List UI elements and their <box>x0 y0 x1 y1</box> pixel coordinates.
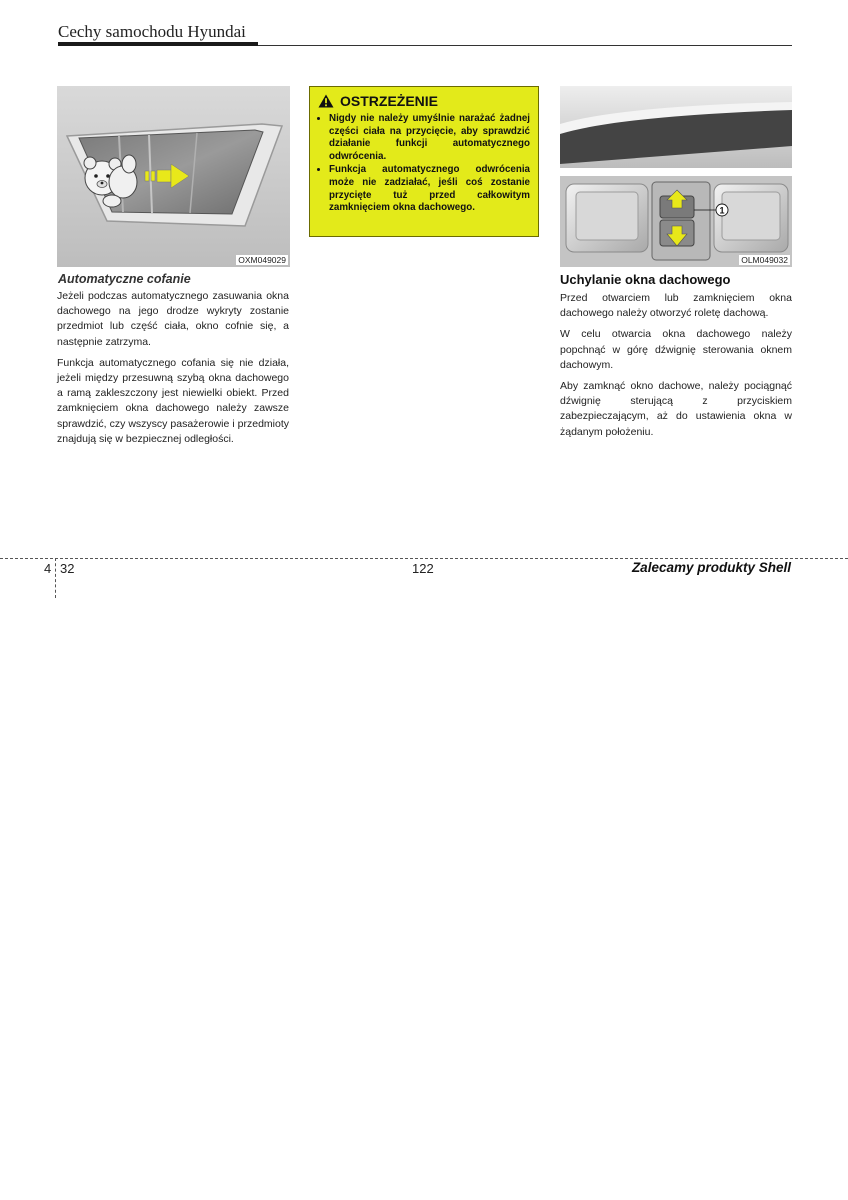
paragraph: Jeżeli podczas automatycznego zasuwania okna dachowego na jego drodze wykryty zostanie przedmiot lub część ciała, okno cofnie się, a następnie zatrzyma. <box>57 290 289 348</box>
section-heading-tilt: Uchylanie okna dachowego <box>560 272 731 287</box>
switch-illustration-svg <box>560 86 792 267</box>
warning-header <box>318 93 530 109</box>
section-heading-auto-reverse: Automatyczne cofanie <box>58 272 191 286</box>
chapter-number: 4 <box>44 561 52 576</box>
footer-divider <box>55 558 56 598</box>
warning-box <box>309 86 539 237</box>
auto-reverse-body <box>57 289 289 453</box>
document-page-number: 122 <box>412 561 434 576</box>
header-rule-accent <box>58 42 258 46</box>
paragraph: Funkcja automatycznego cofania się nie działa, jeżeli między przesuwną szybą okna dachowego a ramą zakleszczony jest niewielki obiekt. Przed zamknięciem okna dachowego należy zawsze sprawdzić, czy wszyscy pasażerowie i przedmioty znajdują się w bezpiecznej odległości. <box>57 356 289 445</box>
paragraph: Aby zamknąć okno dachowe, należy pociągnąć dźwignię sterującą z przyciskiem zabezpieczającym, aż do ustawienia okna w żądanym położeniu. <box>560 380 792 438</box>
sunroof-auto-reverse-illustration <box>57 86 290 267</box>
sunroof-switch-illustration <box>560 86 792 267</box>
figure-code: OLM049032 <box>741 255 788 265</box>
figure-code: OXM049029 <box>238 255 286 265</box>
footer-slogan: Zalecamy produkty Shell <box>631 560 791 575</box>
warning-title: OSTRZEŻENIE <box>340 93 439 109</box>
paragraph: W celu otwarcia okna dachowego należy popchnąć w górę dźwignię sterowania oknem dachowym. <box>560 328 792 371</box>
callout-number: 1 <box>719 205 725 216</box>
warning-item: • Funkcja automatycznego odwrócenia może nie zadziałać, jeśli coś zostanie przycięte tuż przed całkowitym zamknięciem okna dachowego. <box>329 164 530 214</box>
running-header: Cechy samochodu Hyundai <box>58 22 246 41</box>
sunroof-illustration-svg <box>57 86 290 267</box>
paragraph: Przed otwarciem lub zamknięciem okna dachowego należy otworzyć roletę dachową. <box>560 292 792 320</box>
footer-rule <box>0 558 848 559</box>
warning-list <box>318 113 530 215</box>
tilt-body <box>560 291 792 446</box>
page-number: 32 <box>60 561 75 576</box>
warning-triangle-icon <box>318 94 334 108</box>
warning-item: • Nigdy nie należy umyślnie narażać żadnej części ciała na przycięcie, aby sprawdzić działanie funkcji automatycznego odwrócenia. <box>329 113 530 163</box>
